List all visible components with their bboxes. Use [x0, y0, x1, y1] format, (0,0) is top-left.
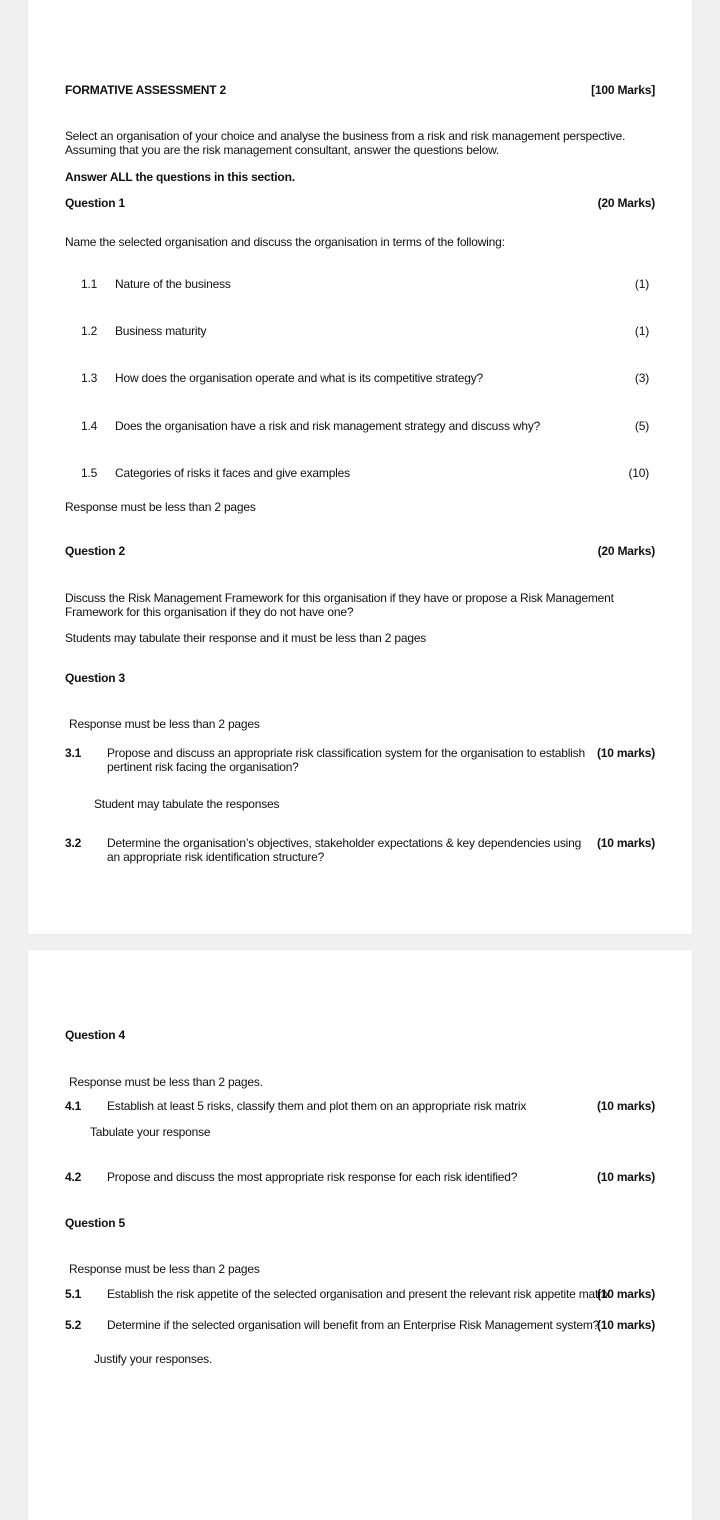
item-text: Propose and discuss an appropriate risk classification system for the organisation to establish pertinent risk facing the organisation? — [107, 746, 585, 774]
question-3-heading: Question 3 — [65, 671, 126, 685]
item-marks: (10 marks) — [596, 1099, 655, 1113]
question-1-prompt: Name the selected organisation and discuss the organisation in terms of the following: — [65, 235, 505, 249]
item-marks: (1) — [634, 324, 649, 338]
item-number: 1.2 — [81, 324, 98, 338]
item-marks: (10 marks) — [596, 1170, 655, 1184]
item-marks: (10 marks) — [596, 746, 655, 760]
item-text: Determine if the selected organisation will benefit from an Enterprise Risk Management system? — [107, 1318, 600, 1332]
item-number: 4.1 — [65, 1099, 82, 1113]
item-marks: (3) — [634, 371, 649, 385]
item-text: How does the organisation operate and what is its competitive strategy? — [115, 371, 484, 385]
item-number: 1.3 — [81, 371, 98, 385]
intro-paragraph: Select an organisation of your choice and analyse the business from a risk and risk management perspective. Assuming that you are the risk management consultant, answer the questions below. — [65, 129, 626, 157]
item-number: 5.2 — [65, 1318, 82, 1332]
item-marks: (10 marks) — [596, 1287, 655, 1301]
instruction: Answer ALL the questions in this section. — [65, 170, 295, 184]
question-4-heading: Question 4 — [65, 1028, 126, 1042]
assessment-title: FORMATIVE ASSESSMENT 2 — [65, 83, 226, 97]
item-marks: (10 marks) — [596, 836, 655, 850]
document-page-1 — [28, 0, 692, 934]
question-2-marks: (20 Marks) — [597, 544, 655, 558]
total-marks: [100 Marks] — [591, 83, 655, 97]
item-marks: (10) — [628, 466, 649, 480]
item-text: Nature of the business — [115, 277, 231, 291]
question-1-marks: (20 Marks) — [597, 196, 655, 210]
item-text: Establish the risk appetite of the selected organisation and present the relevant risk appetite matrix — [107, 1287, 611, 1301]
question-4-note: Response must be less than 2 pages. — [69, 1075, 263, 1089]
question-1-heading: Question 1 — [65, 196, 126, 210]
document-page-2 — [28, 950, 692, 1520]
question-5-note: Response must be less than 2 pages — [69, 1262, 260, 1276]
item-marks: (1) — [634, 277, 649, 291]
question-1-note: Response must be less than 2 pages — [65, 500, 256, 514]
item-text: Propose and discuss the most appropriate risk response for each risk identified? — [107, 1170, 518, 1184]
item-marks: (10 marks) — [596, 1318, 655, 1332]
item-number: 3.1 — [65, 746, 82, 760]
item-text: Does the organisation have a risk and risk management strategy and discuss why? — [115, 419, 541, 433]
question-2-heading: Question 2 — [65, 544, 126, 558]
question-2-text: Discuss the Risk Management Framework for this organisation if they have or propose a Risk Management Framework for this organisation if they do not have one? — [65, 591, 614, 619]
item-number: 1.1 — [81, 277, 98, 291]
item-number: 1.5 — [81, 466, 98, 480]
item-text: Establish at least 5 risks, classify them and plot them on an appropriate risk matrix — [107, 1099, 527, 1113]
item-number: 1.4 — [81, 419, 98, 433]
question-5-heading: Question 5 — [65, 1216, 126, 1230]
item-number: 3.2 — [65, 836, 82, 850]
question-2-note: Students may tabulate their response and it must be less than 2 pages — [65, 631, 427, 645]
question-3-sub-note: Student may tabulate the responses — [94, 797, 280, 811]
item-number: 5.1 — [65, 1287, 82, 1301]
question-3-note: Response must be less than 2 pages — [69, 717, 260, 731]
item-number: 4.2 — [65, 1170, 82, 1184]
item-text: Business maturity — [115, 324, 207, 338]
item-marks: (5) — [634, 419, 649, 433]
item-text: Determine the organisation’s objectives, stakeholder expectations & key dependencies using an appropriate risk identification structure? — [107, 836, 582, 864]
question-5-sub-note: Justify your responses. — [94, 1352, 213, 1366]
item-text: Categories of risks it faces and give examples — [115, 466, 350, 480]
question-4-sub-note: Tabulate your response — [90, 1125, 211, 1139]
